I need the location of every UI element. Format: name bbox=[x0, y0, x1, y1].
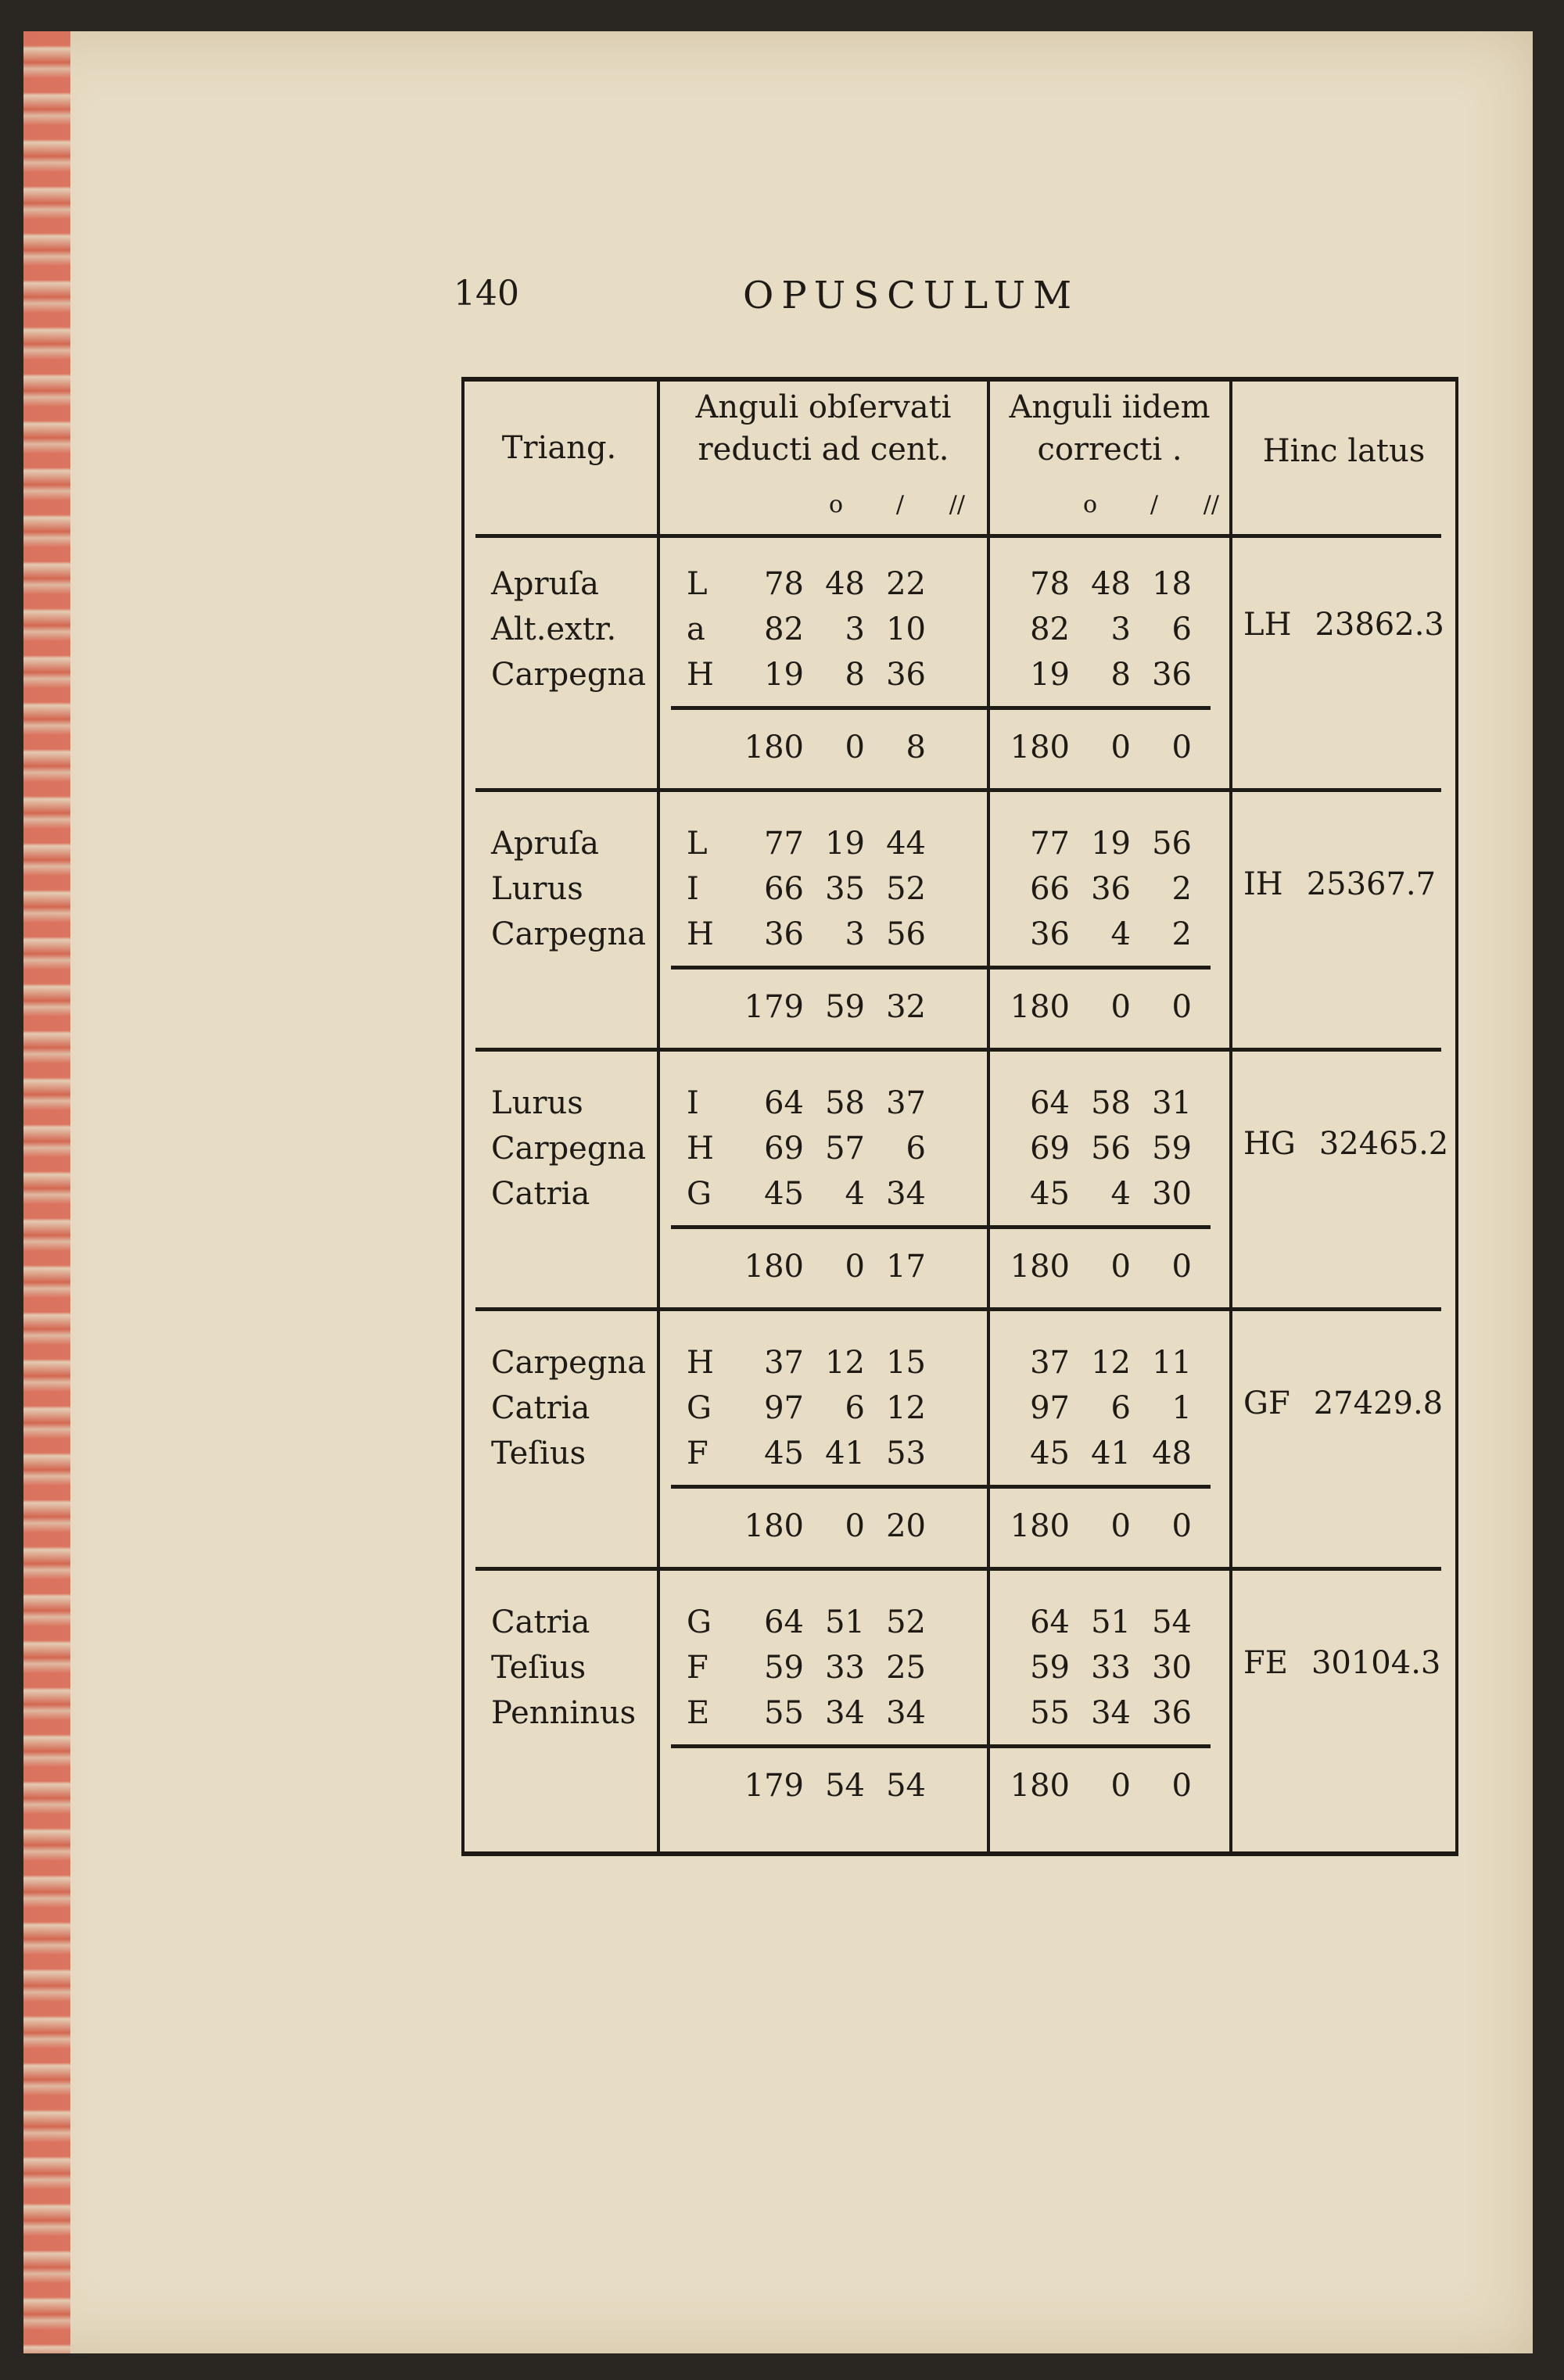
station-name: Catria bbox=[491, 1176, 590, 1212]
corrected-min: 8 bbox=[1110, 657, 1131, 693]
running-title: OPUSCULUM bbox=[743, 274, 1080, 317]
corrected-sum-sec: 0 bbox=[1171, 989, 1192, 1025]
vertex-letter-row bbox=[687, 607, 714, 652]
side-length bbox=[1243, 1385, 1443, 1421]
observed-min: 12 bbox=[825, 1345, 865, 1381]
station-name-row bbox=[491, 1690, 636, 1736]
observed-min: 19 bbox=[825, 826, 865, 862]
triangle-group bbox=[461, 798, 1458, 1056]
corrected-min: 51 bbox=[1091, 1604, 1131, 1640]
observed-angle-row bbox=[743, 1690, 926, 1736]
sum-separator bbox=[671, 1225, 1211, 1229]
corrected-deg: 59 bbox=[1030, 1650, 1070, 1686]
vertex-letters bbox=[687, 561, 714, 697]
corrected-sum bbox=[1009, 989, 1192, 1025]
corrected-min: 12 bbox=[1091, 1345, 1131, 1381]
corrected-deg: 19 bbox=[1030, 657, 1070, 693]
unit-seconds: // bbox=[1203, 491, 1219, 518]
triangle-group bbox=[461, 1057, 1458, 1315]
header-observed-line2: reducti ad cent. bbox=[698, 432, 949, 468]
corrected-angle-row bbox=[1009, 561, 1192, 607]
header-corrected bbox=[990, 386, 1229, 471]
station-name: Alt.extr. bbox=[491, 611, 617, 647]
station-name: Carpegna bbox=[491, 916, 647, 952]
corrected-deg: 82 bbox=[1030, 611, 1070, 647]
corrected-sum-min: 0 bbox=[1110, 729, 1131, 765]
station-name: Penninus bbox=[491, 1695, 637, 1731]
corrected-sum-deg: 180 bbox=[1010, 1768, 1070, 1804]
sum-separator bbox=[671, 966, 1211, 970]
corrected-sum-min: 0 bbox=[1110, 989, 1131, 1025]
vertex-letter: I bbox=[687, 871, 699, 907]
corrected-angle-row bbox=[1009, 607, 1192, 652]
corrected-sum-min: 0 bbox=[1110, 1249, 1131, 1285]
observed-sum-deg: 180 bbox=[744, 1249, 804, 1285]
observed-sec: 44 bbox=[886, 826, 926, 862]
vertex-letter: L bbox=[687, 566, 708, 602]
observed-deg: 78 bbox=[764, 566, 804, 602]
header-side: Hinc latus bbox=[1262, 433, 1426, 469]
side-length bbox=[1243, 607, 1444, 643]
units-corrected bbox=[1036, 491, 1219, 518]
observed-deg: 82 bbox=[764, 611, 804, 647]
sum-separator bbox=[671, 1485, 1211, 1489]
corrected-sec: 30 bbox=[1152, 1176, 1192, 1212]
side-value: 23862.3 bbox=[1315, 607, 1444, 643]
observed-deg: 97 bbox=[764, 1390, 804, 1426]
observed-deg: 45 bbox=[764, 1436, 804, 1471]
sum-separator bbox=[671, 706, 1211, 710]
vertex-letters bbox=[687, 821, 714, 957]
vertex-letter-row bbox=[687, 821, 714, 866]
station-name-row bbox=[491, 912, 646, 957]
corrected-angle-row bbox=[1009, 1385, 1192, 1431]
station-name: Apruſa bbox=[491, 566, 600, 602]
vertex-letter-row bbox=[687, 561, 714, 607]
observed-angles bbox=[743, 1081, 926, 1217]
vertex-letter: H bbox=[687, 1345, 714, 1381]
corrected-min: 4 bbox=[1110, 1176, 1131, 1212]
station-name-row bbox=[491, 1600, 636, 1645]
vertex-letter: H bbox=[687, 1131, 714, 1167]
corrected-deg: 45 bbox=[1030, 1176, 1070, 1212]
corrected-sec: 56 bbox=[1152, 826, 1192, 862]
corrected-sum bbox=[1009, 1249, 1192, 1285]
corrected-min: 6 bbox=[1110, 1390, 1131, 1426]
observed-sec: 15 bbox=[886, 1345, 926, 1381]
observed-angle-row bbox=[743, 821, 926, 866]
vertex-letter-row bbox=[687, 1126, 714, 1171]
side-length bbox=[1243, 1645, 1440, 1681]
observed-sum-min: 0 bbox=[845, 1508, 865, 1544]
station-name: Carpegna bbox=[491, 657, 647, 693]
vertex-letter: H bbox=[687, 916, 714, 952]
observed-min: 51 bbox=[825, 1604, 865, 1640]
corrected-sec: 31 bbox=[1152, 1085, 1192, 1121]
corrected-sum-sec: 0 bbox=[1171, 1508, 1192, 1544]
observed-angle-row bbox=[743, 912, 926, 957]
vertex-letters bbox=[687, 1081, 714, 1217]
vertex-letter-row bbox=[687, 1690, 712, 1736]
corrected-deg: 77 bbox=[1030, 826, 1070, 862]
observed-sum-min: 0 bbox=[845, 1249, 865, 1285]
corrected-sum bbox=[1009, 1508, 1192, 1544]
observed-deg: 64 bbox=[764, 1604, 804, 1640]
station-name-row bbox=[491, 607, 646, 652]
observed-angle-row bbox=[743, 866, 926, 912]
corrected-sum-deg: 180 bbox=[1010, 989, 1070, 1025]
vertex-letter-row bbox=[687, 912, 714, 957]
vertex-letter: H bbox=[687, 657, 714, 693]
observed-angle-row bbox=[743, 1126, 926, 1171]
observed-sec: 53 bbox=[886, 1436, 926, 1471]
group-separator bbox=[475, 1048, 1441, 1052]
observed-angle-row bbox=[743, 1171, 926, 1217]
observed-min: 8 bbox=[845, 657, 865, 693]
corrected-angle-row bbox=[1009, 821, 1192, 866]
observed-min: 58 bbox=[825, 1085, 865, 1121]
observed-sum bbox=[743, 729, 926, 765]
corrected-deg: 64 bbox=[1030, 1604, 1070, 1640]
vertex-letter-row bbox=[687, 1171, 714, 1217]
corrected-min: 3 bbox=[1110, 611, 1131, 647]
observed-sum bbox=[743, 1508, 926, 1544]
observed-sec: 37 bbox=[886, 1085, 926, 1121]
observed-angle-row bbox=[743, 1645, 926, 1690]
station-names bbox=[491, 561, 646, 697]
observed-deg: 66 bbox=[764, 871, 804, 907]
corrected-min: 4 bbox=[1110, 916, 1131, 952]
observed-sum-sec: 8 bbox=[906, 729, 926, 765]
observed-angles bbox=[743, 1600, 926, 1736]
unit-degrees: o bbox=[1082, 491, 1097, 518]
station-name: Carpegna bbox=[491, 1131, 647, 1167]
side-value: 27429.8 bbox=[1313, 1385, 1444, 1421]
corrected-angle-row bbox=[1009, 1600, 1192, 1645]
observed-sum bbox=[743, 1249, 926, 1285]
vertex-letter: G bbox=[687, 1390, 712, 1426]
corrected-angles bbox=[1009, 821, 1192, 957]
vertex-letter-row bbox=[687, 1340, 714, 1385]
corrected-angle-row bbox=[1009, 652, 1192, 697]
observed-angle-row bbox=[743, 1340, 926, 1385]
station-names bbox=[491, 821, 646, 957]
observed-sum-sec: 17 bbox=[886, 1249, 926, 1285]
vertex-letter: I bbox=[687, 1085, 699, 1121]
observed-sec: 52 bbox=[886, 871, 926, 907]
corrected-sum-min: 0 bbox=[1110, 1768, 1131, 1804]
corrected-min: 33 bbox=[1091, 1650, 1131, 1686]
observed-sec: 34 bbox=[886, 1695, 926, 1731]
vertex-letter-row bbox=[687, 866, 714, 912]
side-length bbox=[1243, 866, 1436, 902]
header-observed bbox=[660, 386, 987, 471]
station-name: Teſius bbox=[491, 1436, 586, 1471]
observed-min: 48 bbox=[825, 566, 865, 602]
corrected-sum-sec: 0 bbox=[1171, 1249, 1192, 1285]
triangle-group bbox=[461, 538, 1458, 796]
corrected-min: 58 bbox=[1091, 1085, 1131, 1121]
observed-min: 41 bbox=[825, 1436, 865, 1471]
observed-sum-deg: 180 bbox=[744, 729, 804, 765]
observed-angles bbox=[743, 821, 926, 957]
observed-deg: 59 bbox=[764, 1650, 804, 1686]
corrected-sec: 6 bbox=[1171, 611, 1192, 647]
corrected-deg: 55 bbox=[1030, 1695, 1070, 1731]
observed-deg: 37 bbox=[764, 1345, 804, 1381]
vertex-letter: a bbox=[687, 611, 705, 647]
corrected-min: 56 bbox=[1091, 1131, 1131, 1167]
station-name: Apruſa bbox=[491, 826, 600, 862]
corrected-angle-row bbox=[1009, 912, 1192, 957]
corrected-deg: 69 bbox=[1030, 1131, 1070, 1167]
corrected-deg: 36 bbox=[1030, 916, 1070, 952]
corrected-sum-sec: 0 bbox=[1171, 1768, 1192, 1804]
corrected-sum-deg: 180 bbox=[1010, 1508, 1070, 1544]
corrected-min: 19 bbox=[1091, 826, 1131, 862]
corrected-angles bbox=[1009, 1600, 1192, 1736]
side-label: HG bbox=[1243, 1126, 1296, 1162]
station-name: Catria bbox=[491, 1390, 590, 1426]
vertex-letter: E bbox=[687, 1695, 710, 1731]
page-number: 140 bbox=[454, 274, 519, 314]
station-name: Teſius bbox=[491, 1650, 586, 1686]
corrected-min: 34 bbox=[1091, 1695, 1131, 1731]
station-name-row bbox=[491, 652, 646, 697]
observed-min: 3 bbox=[845, 916, 865, 952]
vertex-letter: F bbox=[687, 1650, 708, 1686]
station-name-row bbox=[491, 1645, 636, 1690]
corrected-sum-deg: 180 bbox=[1010, 729, 1070, 765]
station-name-row bbox=[491, 1081, 646, 1126]
triangle-angles-table bbox=[461, 377, 1458, 1856]
side-value: 30104.3 bbox=[1311, 1645, 1441, 1681]
observed-min: 34 bbox=[825, 1695, 865, 1731]
observed-sec: 10 bbox=[886, 611, 926, 647]
corrected-sec: 36 bbox=[1152, 1695, 1192, 1731]
station-name-row bbox=[491, 821, 646, 866]
corrected-sec: 36 bbox=[1152, 657, 1192, 693]
corrected-angles bbox=[1009, 1340, 1192, 1476]
unit-seconds: // bbox=[949, 491, 965, 518]
corrected-angle-row bbox=[1009, 1081, 1192, 1126]
units-observed bbox=[782, 491, 965, 518]
observed-angle-row bbox=[743, 1081, 926, 1126]
observed-min: 3 bbox=[845, 611, 865, 647]
corrected-sum bbox=[1009, 729, 1192, 765]
group-separator bbox=[475, 1307, 1441, 1311]
corrected-sum-min: 0 bbox=[1110, 1508, 1131, 1544]
observed-min: 4 bbox=[845, 1176, 865, 1212]
observed-min: 33 bbox=[825, 1650, 865, 1686]
corrected-min: 36 bbox=[1091, 871, 1131, 907]
unit-minutes: / bbox=[1150, 491, 1158, 518]
vertex-letter: G bbox=[687, 1604, 712, 1640]
corrected-sum-sec: 0 bbox=[1171, 729, 1192, 765]
station-name-row bbox=[491, 1385, 646, 1431]
group-separator bbox=[475, 1567, 1441, 1571]
station-names bbox=[491, 1081, 646, 1217]
observed-sum-min: 59 bbox=[825, 989, 865, 1025]
observed-min: 6 bbox=[845, 1390, 865, 1426]
header-observed-line1: Anguli obſervati bbox=[695, 389, 952, 425]
observed-sec: 22 bbox=[886, 566, 926, 602]
vertex-letter-row bbox=[687, 1600, 712, 1645]
side-label: IH bbox=[1243, 866, 1283, 902]
observed-sum bbox=[743, 1768, 926, 1804]
corrected-sec: 54 bbox=[1152, 1604, 1192, 1640]
observed-sec: 25 bbox=[886, 1650, 926, 1686]
observed-sum-sec: 32 bbox=[886, 989, 926, 1025]
observed-deg: 36 bbox=[764, 916, 804, 952]
observed-angle-row bbox=[743, 1600, 926, 1645]
vertex-letter-row bbox=[687, 1431, 714, 1476]
corrected-sec: 30 bbox=[1152, 1650, 1192, 1686]
header-corrected-line1: Anguli iidem bbox=[1009, 389, 1211, 425]
observed-deg: 64 bbox=[764, 1085, 804, 1121]
vertex-letters bbox=[687, 1600, 712, 1736]
observed-min: 57 bbox=[825, 1131, 865, 1167]
corrected-sec: 18 bbox=[1152, 566, 1192, 602]
corrected-angle-row bbox=[1009, 1340, 1192, 1385]
corrected-deg: 64 bbox=[1030, 1085, 1070, 1121]
observed-sec: 36 bbox=[886, 657, 926, 693]
observed-angle-row bbox=[743, 561, 926, 607]
side-value: 32465.2 bbox=[1318, 1126, 1449, 1162]
station-name-row bbox=[491, 1126, 646, 1171]
vertex-letter-row bbox=[687, 652, 714, 697]
vertex-letter: G bbox=[687, 1176, 712, 1212]
corrected-deg: 97 bbox=[1030, 1390, 1070, 1426]
observed-angle-row bbox=[743, 1431, 926, 1476]
observed-deg: 55 bbox=[764, 1695, 804, 1731]
observed-sec: 56 bbox=[886, 916, 926, 952]
observed-sum-sec: 54 bbox=[886, 1768, 926, 1804]
corrected-angle-row bbox=[1009, 1171, 1192, 1217]
side-label: GF bbox=[1243, 1385, 1290, 1421]
corrected-sec: 59 bbox=[1152, 1131, 1192, 1167]
station-name-row bbox=[491, 1340, 646, 1385]
observed-angle-row bbox=[743, 652, 926, 697]
unit-degrees: o bbox=[828, 491, 843, 518]
observed-sum-deg: 179 bbox=[744, 1768, 804, 1804]
corrected-deg: 45 bbox=[1030, 1436, 1070, 1471]
corrected-sum-deg: 180 bbox=[1010, 1249, 1070, 1285]
corrected-angles bbox=[1009, 1081, 1192, 1217]
station-name-row bbox=[491, 561, 646, 607]
corrected-deg: 66 bbox=[1030, 871, 1070, 907]
observed-deg: 69 bbox=[764, 1131, 804, 1167]
corrected-sec: 1 bbox=[1171, 1390, 1192, 1426]
observed-sum bbox=[743, 989, 926, 1025]
observed-angle-row bbox=[743, 1385, 926, 1431]
vertex-letters bbox=[687, 1340, 714, 1476]
page-edge-stain bbox=[23, 31, 70, 2353]
side-label: FE bbox=[1243, 1645, 1288, 1681]
observed-sum-min: 0 bbox=[845, 729, 865, 765]
vertex-letter: L bbox=[687, 826, 708, 862]
corrected-min: 41 bbox=[1091, 1436, 1131, 1471]
corrected-sec: 48 bbox=[1152, 1436, 1192, 1471]
station-name: Lurus bbox=[491, 871, 583, 907]
station-name: Catria bbox=[491, 1604, 590, 1640]
header-triangle: Triang. bbox=[501, 430, 617, 466]
sum-separator bbox=[671, 1744, 1211, 1748]
unit-minutes: / bbox=[895, 491, 904, 518]
observed-sec: 52 bbox=[886, 1604, 926, 1640]
vertex-letter-row bbox=[687, 1645, 712, 1690]
group-separator bbox=[475, 788, 1441, 792]
observed-sum-deg: 179 bbox=[744, 989, 804, 1025]
corrected-angle-row bbox=[1009, 1645, 1192, 1690]
side-value: 25367.7 bbox=[1306, 866, 1437, 902]
station-name-row bbox=[491, 866, 646, 912]
corrected-angles bbox=[1009, 561, 1192, 697]
corrected-deg: 78 bbox=[1030, 566, 1070, 602]
page-header bbox=[454, 274, 1236, 328]
corrected-deg: 37 bbox=[1030, 1345, 1070, 1381]
corrected-sum bbox=[1009, 1768, 1192, 1804]
station-name-row bbox=[491, 1171, 646, 1217]
observed-deg: 77 bbox=[764, 826, 804, 862]
corrected-min: 48 bbox=[1091, 566, 1131, 602]
observed-sec: 12 bbox=[886, 1390, 926, 1426]
corrected-sec: 11 bbox=[1152, 1345, 1192, 1381]
triangle-group bbox=[461, 1317, 1458, 1575]
observed-sec: 34 bbox=[886, 1176, 926, 1212]
vertex-letter: F bbox=[687, 1436, 708, 1471]
corrected-angle-row bbox=[1009, 866, 1192, 912]
observed-sum-deg: 180 bbox=[744, 1508, 804, 1544]
vertex-letter-row bbox=[687, 1081, 714, 1126]
triangle-group bbox=[461, 1576, 1458, 1834]
side-length bbox=[1243, 1126, 1448, 1162]
station-name: Lurus bbox=[491, 1085, 583, 1121]
observed-sum-sec: 20 bbox=[886, 1508, 926, 1544]
station-names bbox=[491, 1340, 646, 1476]
observed-sec: 6 bbox=[906, 1131, 926, 1167]
side-label: LH bbox=[1243, 607, 1292, 643]
corrected-angle-row bbox=[1009, 1431, 1192, 1476]
corrected-sec: 2 bbox=[1171, 871, 1192, 907]
vertex-letter-row bbox=[687, 1385, 714, 1431]
station-name-row bbox=[491, 1431, 646, 1476]
observed-deg: 45 bbox=[764, 1176, 804, 1212]
station-names bbox=[491, 1600, 636, 1736]
corrected-sec: 2 bbox=[1171, 916, 1192, 952]
observed-angle-row bbox=[743, 607, 926, 652]
observed-deg: 19 bbox=[764, 657, 804, 693]
observed-sum-min: 54 bbox=[825, 1768, 865, 1804]
observed-min: 35 bbox=[825, 871, 865, 907]
corrected-angle-row bbox=[1009, 1690, 1192, 1736]
observed-angles bbox=[743, 561, 926, 697]
header-corrected-line2: correcti . bbox=[1037, 432, 1182, 468]
station-name: Carpegna bbox=[491, 1345, 647, 1381]
corrected-angle-row bbox=[1009, 1126, 1192, 1171]
observed-angles bbox=[743, 1340, 926, 1476]
